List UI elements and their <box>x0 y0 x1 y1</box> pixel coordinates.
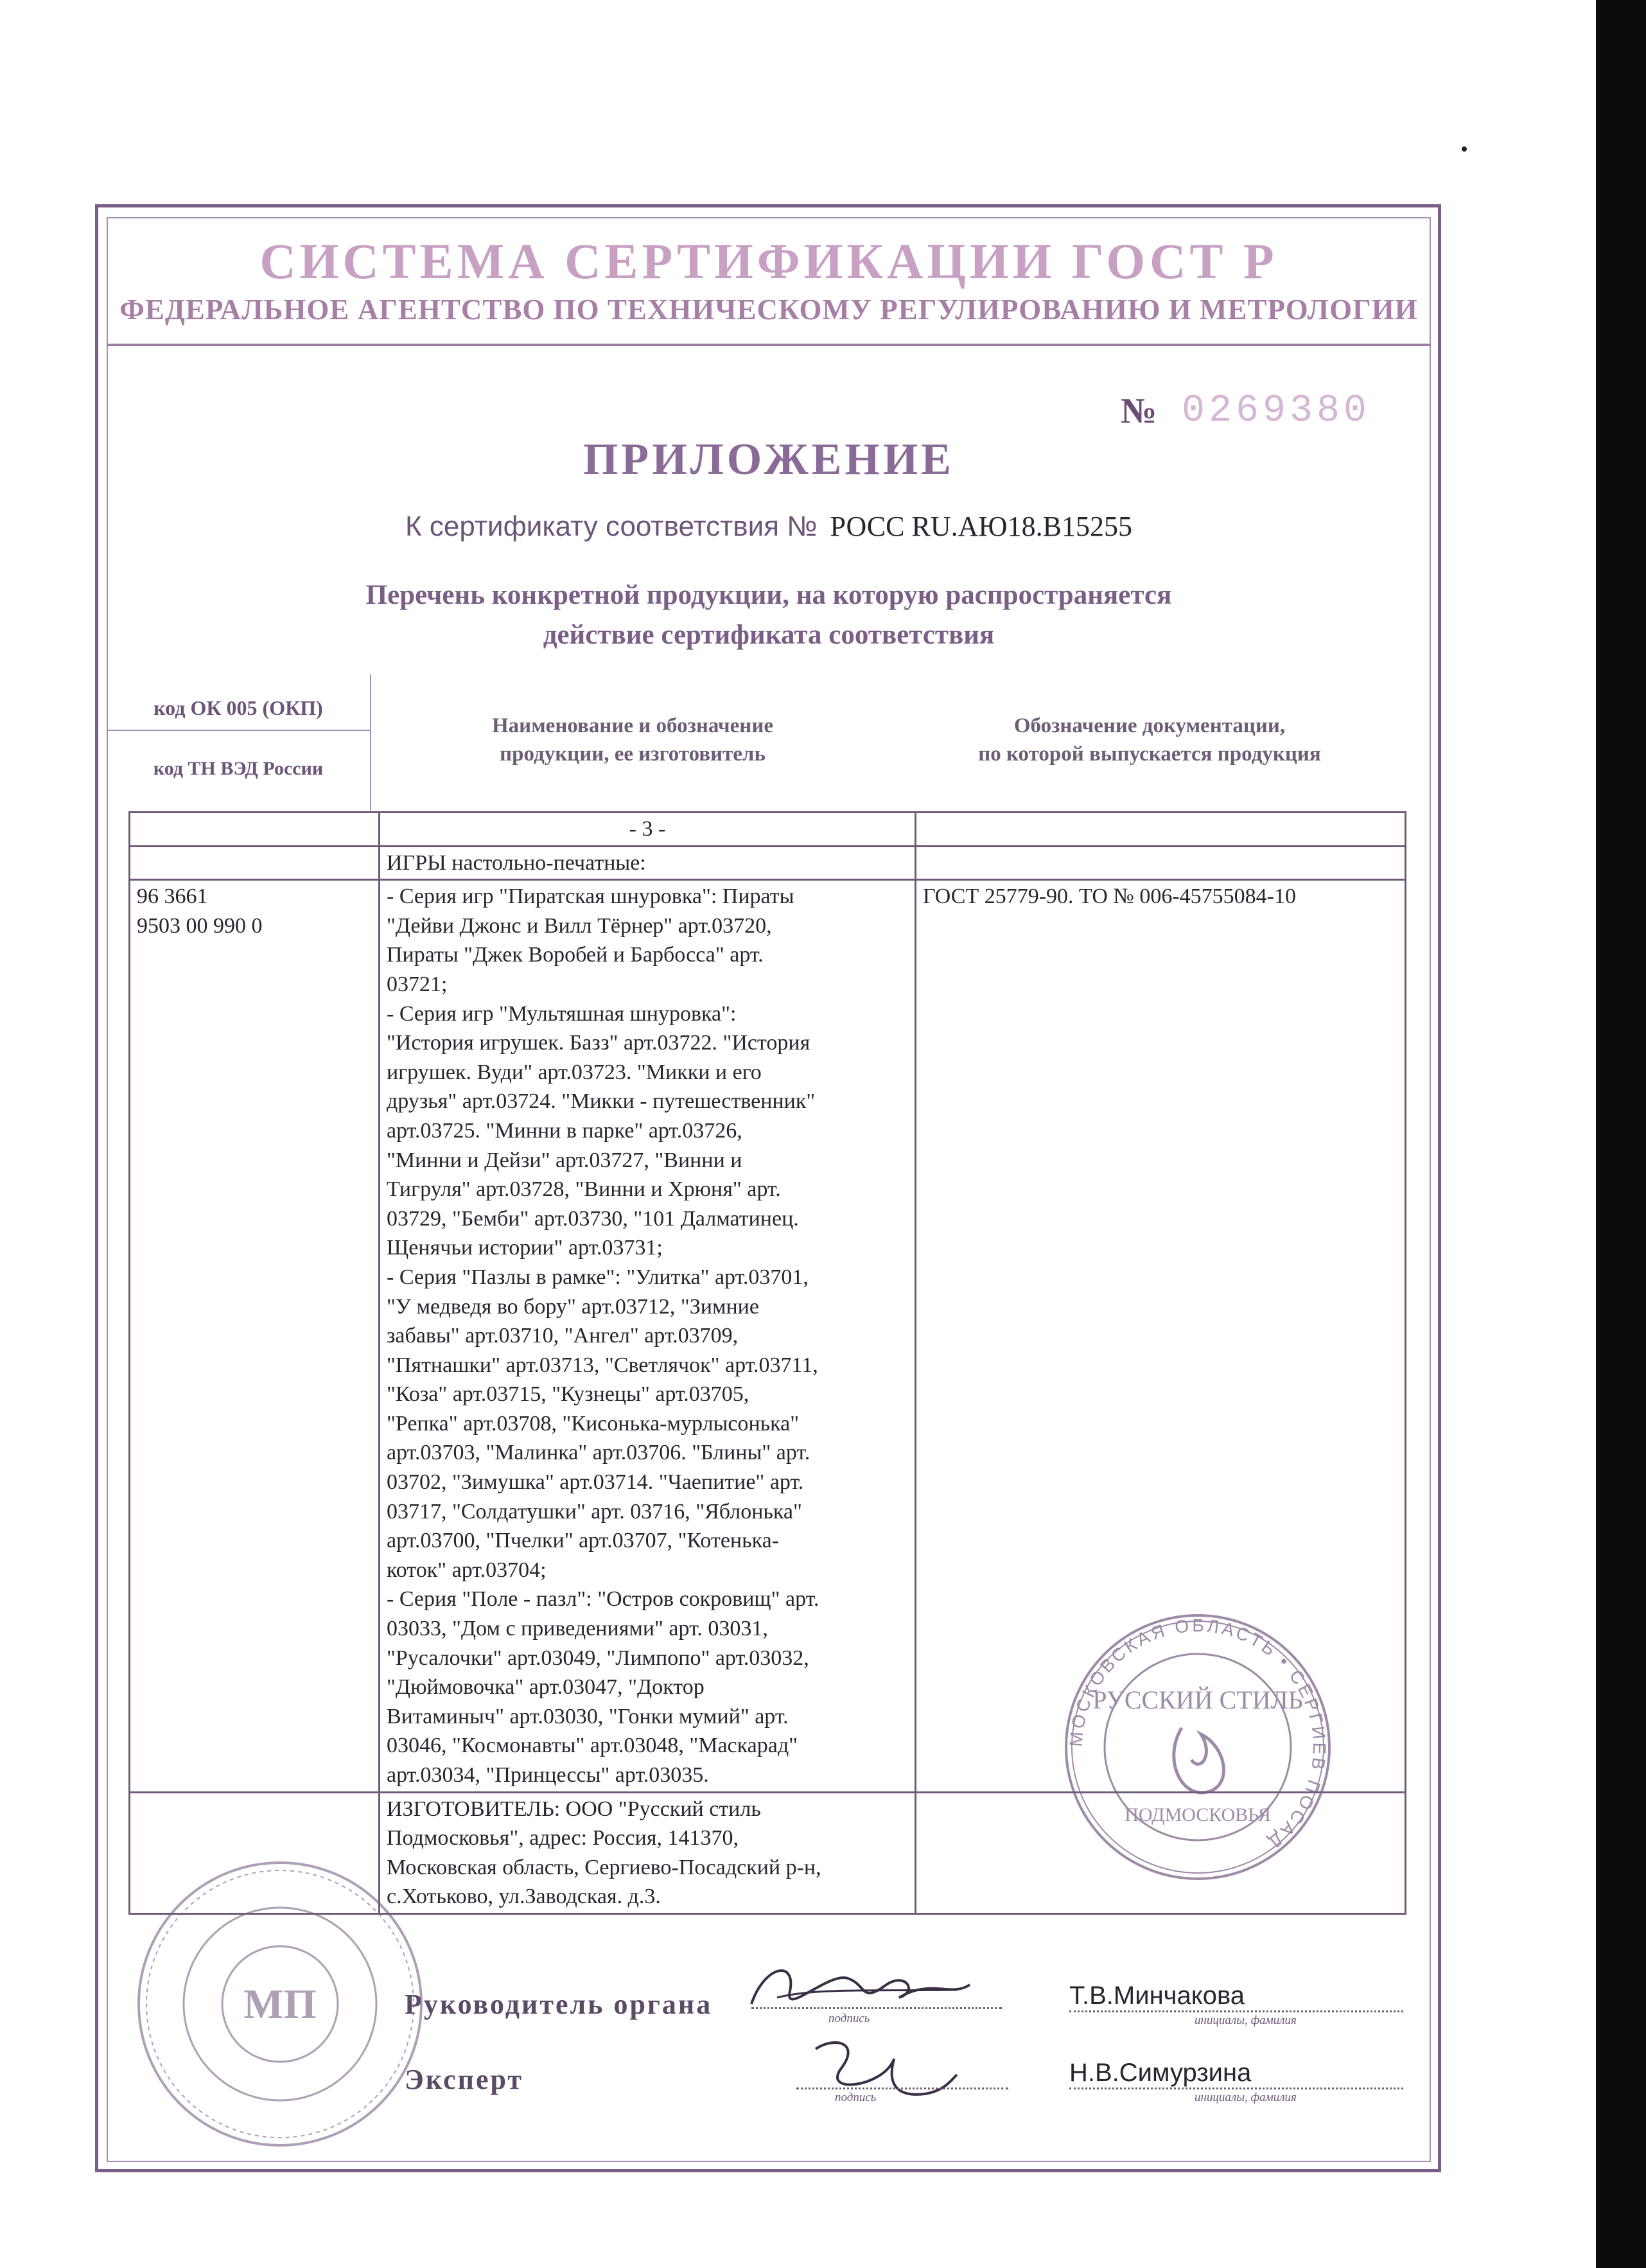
name-column-header <box>385 712 880 768</box>
head-sign-caption: подпись <box>828 2012 870 2025</box>
product-line: 03033, "Дом с приведениями" арт. 03031, <box>387 1617 768 1641</box>
form-number: 0269380 <box>1182 389 1371 433</box>
expert-initials-caption: инициалы, фамилия <box>1195 2091 1297 2104</box>
product-line: 03721; <box>387 972 448 996</box>
certification-body-stamp <box>126 1850 434 2158</box>
scope-line-1: Перечень конкретной продукции, на которую распространяется <box>365 580 1172 610</box>
manufacturer-line: Московская область, Сергиево-Посадский р-н, <box>387 1855 821 1879</box>
certificate-number: РОСС RU.АЮ18.В15255 <box>830 511 1132 542</box>
code-column-header <box>107 674 370 780</box>
system-title: СИСТЕМА СЕРТИФИКАЦИИ ГОСТ Р <box>259 233 1278 289</box>
scanner-edge <box>1596 0 1646 2268</box>
document-title: ПРИЛОЖЕНИЕ <box>582 435 954 484</box>
expert-label: Эксперт <box>405 2064 524 2095</box>
page-marker-row <box>130 813 1406 847</box>
form-number-label: № <box>1121 391 1157 431</box>
product-line: "Дейви Джонс и Вилл Тёрнер" арт.03720, <box>387 913 772 938</box>
manufacturer-line: Подмосковья", адрес: Россия, 141370, <box>387 1826 739 1850</box>
product-line: "Коза" арт.03715, "Кузнецы" арт.03705, <box>387 1382 749 1407</box>
product-codes <box>130 880 380 1792</box>
agency-title: ФЕДЕРАЛЬНОЕ АГЕНТСТВО ПО ТЕХНИЧЕСКОМУ РЕГУЛИРОВАНИЮ И МЕТРОЛОГИИ <box>119 294 1418 326</box>
product-line: Витаминыч" арт.03030, "Гонки мумий" арт. <box>387 1704 789 1728</box>
tnved-code-header: код ТН ВЭД России <box>153 758 324 779</box>
stamp-inner-text: РУССКИЙ СТИЛЬ <box>1092 1685 1303 1714</box>
stamp-outer-text: МОСКОВСКАЯ ОБЛАСТЬ • СЕРГИЕВ ПОСАД <box>1065 1615 1330 1854</box>
expert-name: Н.В.Симурзина <box>1069 2059 1252 2087</box>
product-line: - Серия игр "Мультяшная шнуровка": <box>387 1001 737 1026</box>
certificate-reference <box>107 510 1431 543</box>
speck <box>1462 146 1467 152</box>
expert-sign-caption: подпись <box>835 2091 877 2104</box>
scope-line-2: действие сертификата соответствия <box>543 620 995 650</box>
product-line: коток" арт.03704; <box>387 1558 547 1582</box>
group-title: ИГРЫ настольно-печатные: <box>380 846 916 880</box>
product-line: Тигруля" арт.03728, "Винни и Хрюня" арт. <box>387 1177 781 1202</box>
product-line: арт.03703, "Малинка" арт.03706. "Блины" арт. <box>387 1441 810 1465</box>
page-marker-doc-cell <box>916 813 1406 847</box>
doc-reference: ГОСТ 25779-90. ТО № 006-45755084-10 <box>916 880 1406 1792</box>
page-marker-code-cell <box>130 813 380 847</box>
product-line: 03046, "Космонавты" арт.03048, "Маскарад" <box>387 1734 798 1758</box>
product-list <box>380 880 916 1792</box>
product-line: Пираты "Джек Воробей и Барбосса" арт. <box>387 943 764 967</box>
head-label: Руководитель органа <box>405 1989 713 2020</box>
group-doc-cell <box>916 846 1406 880</box>
product-line: "Дюймовочка" арт.03047, "Доктор <box>387 1675 705 1700</box>
head-initials-caption: инициалы, фамилия <box>1195 2014 1297 2027</box>
header-divider-v1 <box>370 674 371 811</box>
group-code-cell <box>130 846 380 880</box>
tnved-code: 9503 00 990 0 <box>137 913 263 938</box>
product-line: арт.03725. "Минни в парке" арт.03726, <box>387 1118 742 1143</box>
doc-column-header <box>899 712 1400 768</box>
product-line: арт.03034, "Принцессы" арт.03035. <box>387 1763 709 1787</box>
name-header-line-1: Наименование и обозначение <box>492 714 773 737</box>
product-line: "Минни и Дейзи" арт.03727, "Винни и <box>387 1148 742 1172</box>
product-line: "Репка" арт.03708, "Кисонька-мурлысонька" <box>387 1411 800 1436</box>
head-name: Т.В.Минчакова <box>1069 1982 1245 2010</box>
page-marker: - 3 - <box>380 813 916 847</box>
header-divider <box>107 344 1431 346</box>
product-line: 03729, "Бемби" арт.03730, "101 Далматинец. <box>387 1206 799 1231</box>
product-line: 03702, "Зимушка" арт.03714. "Чаепитие" арт. <box>387 1470 804 1495</box>
product-line: "Пятнашки" арт.03713, "Светлячок" арт.03711, <box>387 1353 818 1377</box>
expert-name-line <box>1069 2088 1403 2089</box>
product-line: Щенячьи истории" арт.03731; <box>387 1236 663 1260</box>
scope-heading <box>107 576 1431 655</box>
stamp-sub-text: ПОДМОСКОВЬЯ <box>1125 1804 1271 1825</box>
product-line: забавы" арт.03710, "Ангел" арт.03709, <box>387 1324 739 1348</box>
name-header-line-2: продукции, ее изготовитель <box>500 743 766 766</box>
manufacturer-line: с.Хотьково, ул.Заводская. д.3. <box>387 1885 661 1909</box>
manufacturer-info <box>380 1792 916 1913</box>
product-line: 03717, "Солдатушки" арт. 03716, "Яблонька" <box>387 1499 802 1524</box>
product-line: - Серия "Пазлы в рамке": "Улитка" арт.03701, <box>387 1265 809 1289</box>
certificate-label: К сертификату соответствия № <box>405 511 818 542</box>
expert-signature <box>796 2023 963 2113</box>
product-line: - Серия "Поле - пазл": "Остров сокровищ" арт. <box>387 1587 819 1612</box>
product-line: - Серия игр "Пиратская шнуровка": Пираты <box>387 884 794 909</box>
okp-code: 96 3661 <box>137 884 208 909</box>
product-line: "Русалочки" арт.03049, "Лимпопо" арт.03032, <box>387 1646 809 1670</box>
product-line: друзья" арт.03724. "Микки - путешественник" <box>387 1089 816 1114</box>
product-line: "У медведя во бору" арт.03712, "Зимние <box>387 1294 759 1319</box>
doc-header-line-1: Обозначение документации, <box>1013 714 1286 737</box>
expert-signature-line <box>796 2088 1008 2089</box>
manufacturer-line: ИЗГОТОВИТЕЛЬ: ООО "Русский стиль <box>387 1797 761 1821</box>
head-name-line <box>1069 2010 1403 2012</box>
stamp-center-text: МП <box>243 1981 317 2028</box>
group-row <box>130 846 1406 880</box>
okp-code-header: код ОК 005 (ОКП) <box>107 674 370 731</box>
product-line: арт.03700, "Пчелки" арт.03707, "Котенька- <box>387 1529 780 1553</box>
head-signature-line <box>751 2007 1002 2009</box>
company-stamp <box>1053 1606 1342 1888</box>
doc-header-line-2: по которой выпускается продукция <box>978 743 1321 766</box>
product-line: игрушек. Вуди" арт.03723. "Микки и его <box>387 1060 762 1084</box>
product-line: "История игрушек. Базз" арт.03722. "История <box>387 1031 810 1055</box>
